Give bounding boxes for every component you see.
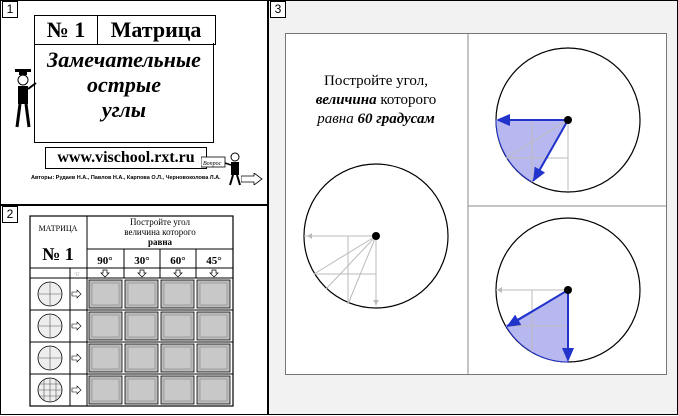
task-bold-word: величина xyxy=(315,92,377,108)
subtitle-line: углы xyxy=(101,97,147,122)
matrix-label: МАТРИЦА xyxy=(38,224,78,233)
circle-diagram-empty xyxy=(304,164,448,308)
question-label: Вопрос xyxy=(203,161,222,167)
matrix-number: № 1 xyxy=(42,244,74,264)
angle-header-45: 45° xyxy=(206,255,222,267)
slide-panel-2 xyxy=(0,205,268,415)
slide-panel-1 xyxy=(0,0,268,205)
subtitle-line: острые xyxy=(87,72,161,97)
angle-diagrams xyxy=(286,34,666,374)
title-box xyxy=(34,15,216,45)
angle-header-60: 60° xyxy=(170,255,186,267)
matrix-table xyxy=(1,206,269,416)
scholar-figure-icon xyxy=(9,69,39,131)
task-line-1: Постройте угол, xyxy=(324,73,428,89)
slide-panel-3 xyxy=(268,0,678,415)
angle-header-90: 90° xyxy=(97,255,113,267)
task-line-2-rest: которого xyxy=(376,92,437,108)
angle-header-30: 30° xyxy=(134,255,150,267)
task-sheet xyxy=(285,33,667,375)
svg-text:☜: ☜ xyxy=(74,272,80,278)
website-link[interactable]: www.vischool.rxt.ru xyxy=(45,147,207,169)
header-line: Постройте угол xyxy=(129,217,191,227)
next-arrow-icon[interactable] xyxy=(241,173,263,185)
subtitle xyxy=(34,43,214,143)
circle-diagram-solved-2 xyxy=(496,218,640,362)
title-name: Матрица xyxy=(110,17,202,42)
header-line: равна xyxy=(147,237,173,247)
subtitle-line: Замечательные xyxy=(47,47,201,72)
title-number: № 1 xyxy=(35,16,98,44)
circle-diagram-solved-1 xyxy=(496,48,640,192)
panel-number: 3 xyxy=(270,1,286,18)
header-line: величина которого xyxy=(124,227,196,237)
task-line-3-start: равна xyxy=(317,111,358,127)
task-bold-value: 60 градусам xyxy=(357,111,435,127)
panel-number: 1 xyxy=(2,1,18,18)
panel-number: 2 xyxy=(2,206,18,223)
authors-text: Авторы: Рудаев Н.А., Павлов Н.А., Карпова О.Л., Черновоколова Л.А. xyxy=(31,175,221,181)
